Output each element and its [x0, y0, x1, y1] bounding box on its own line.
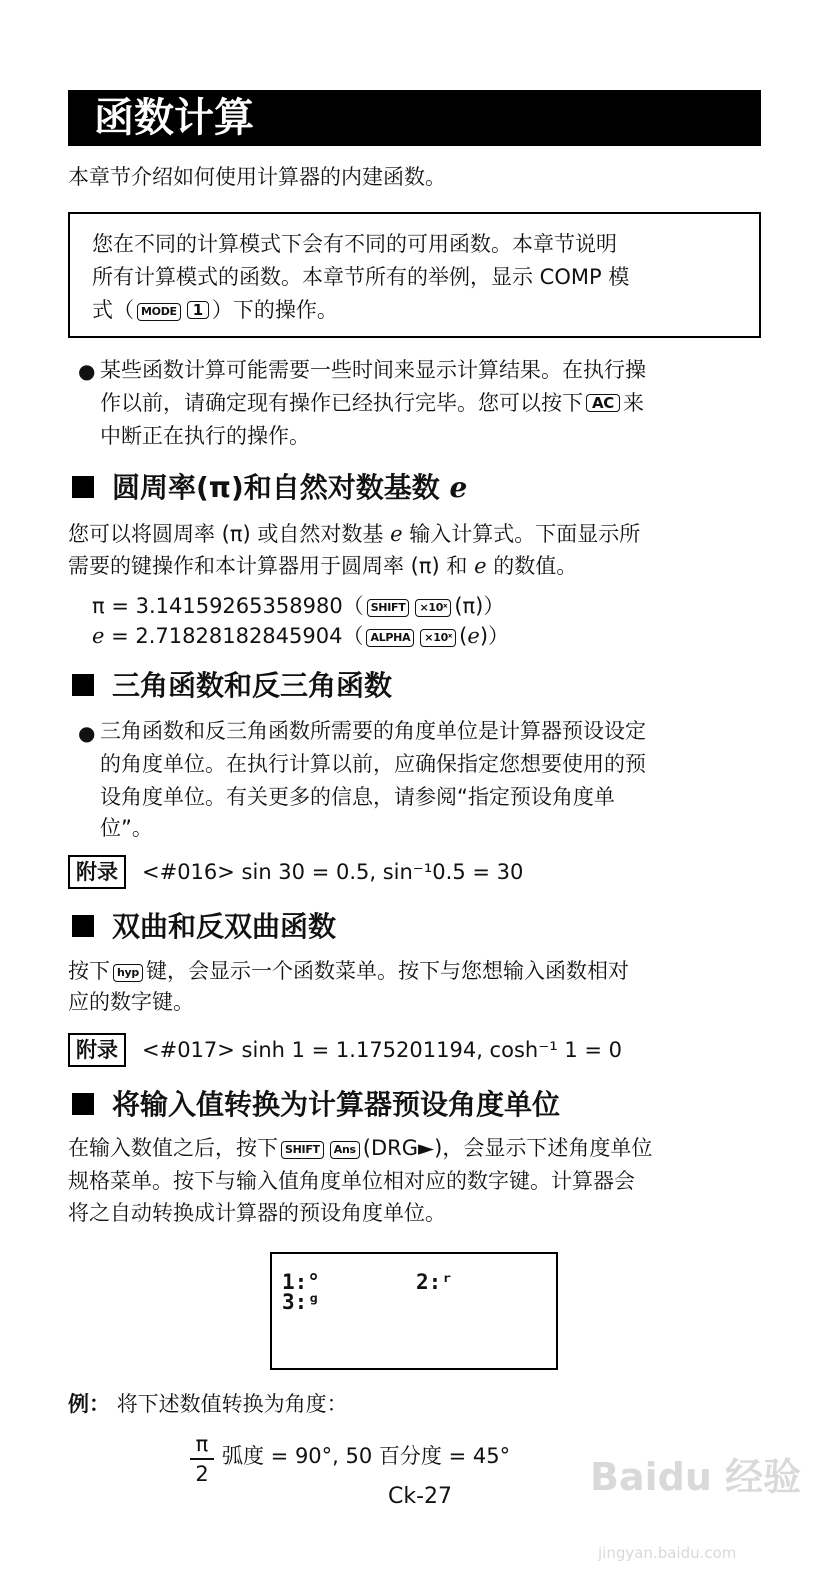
one-key: 1	[187, 301, 209, 319]
hyp-line-1: 按下 hyp 键，会显示一个函数菜单。按下与您想输入函数相对	[68, 959, 629, 983]
pi-e-para-line-2: 需要的键操作和本计算器用于圆周率 (π) 和 e 的数值。	[68, 554, 578, 578]
convert-line-1: 在输入数值之后，按下 SHIFT Ans (DRG►)，会显示下述角度单位	[68, 1136, 653, 1160]
note-line-3: 式（ MODE 1 ）下的操作。	[92, 298, 338, 322]
fraction-bar	[190, 1458, 214, 1460]
example-label: 例：	[68, 1392, 110, 1416]
hyp-appendix: 附录 <#017> sinh 1 = 1.175201194, cosh⁻¹ 1 = 0	[68, 1033, 622, 1067]
section-angle-convert-heading: 将输入值转换为计算器预设角度单位	[72, 1085, 560, 1125]
square-bullet-icon	[72, 915, 94, 937]
shift-key: SHIFT	[281, 1141, 324, 1159]
example-line: 例： 将下述数值转换为角度：	[68, 1392, 348, 1416]
bullet-icon: ●	[78, 721, 96, 745]
bullet1-line-1: 某些函数计算可能需要一些时间来显示计算结果。在执行操	[100, 358, 646, 382]
ac-key: AC	[586, 394, 620, 412]
appendix-label: 附录	[68, 855, 126, 889]
section-pi-e-heading: 圆周率(π)和自然对数基数 e	[72, 468, 467, 508]
square-bullet-icon	[72, 674, 94, 696]
hyp-key: hyp	[113, 964, 143, 982]
lcd-option-grad: 3:ᵍ	[282, 1290, 320, 1314]
intro-text: 本章节介绍如何使用计算器的内建函数。	[68, 165, 446, 189]
appendix-label: 附录	[68, 1033, 126, 1067]
trig-line-4: 位”。	[100, 816, 153, 840]
section-hyp-heading: 双曲和反双曲函数	[72, 907, 336, 947]
bullet-icon: ●	[78, 359, 96, 383]
note-line-2: 所有计算模式的函数。本章节所有的举例，显示 COMP 模	[92, 265, 630, 289]
watermark-logo: Baidu 经验	[590, 1455, 802, 1499]
trig-line-1: 三角函数和反三角函数所需要的角度单位是计算器预设设定	[100, 719, 646, 743]
bullet1-line-2: 作以前，请确定现有操作已经执行完毕。您可以按下 AC 来	[100, 391, 645, 415]
trig-line-3: 设角度单位。有关更多的信息，请参阅“指定预设角度单	[100, 785, 615, 809]
ans-key: Ans	[330, 1141, 360, 1159]
e-value-line: e = 2.71828182845904（ ALPHA ×10ˣ (e)）	[92, 624, 510, 648]
pi-value-line: π = 3.14159265358980（ SHIFT ×10ˣ (π)）	[92, 594, 505, 618]
mode-key: MODE	[137, 303, 181, 321]
x10-key: ×10ˣ	[420, 629, 456, 647]
example-result: 弧度 = 90°, 50 百分度 = 45°	[222, 1444, 511, 1468]
pi-e-para-line-1: 您可以将圆周率 (π) 或自然对数基 e 输入计算式。下面显示所	[68, 522, 641, 546]
convert-line-3: 将之自动转换成计算器的预设角度单位。	[68, 1201, 446, 1225]
section-trig-heading: 三角函数和反三角函数	[72, 666, 392, 706]
hyp-line-2: 应的数字键。	[68, 990, 194, 1014]
lcd-option-radian: 2:ʳ	[416, 1270, 454, 1294]
lcd-display	[270, 1252, 558, 1370]
x10-key: ×10ˣ	[415, 599, 451, 617]
convert-line-2: 规格菜单。按下与输入值角度单位相对应的数字键。计算器会	[68, 1169, 635, 1193]
trig-line-2: 的角度单位。在执行计算以前，应确保指定您想要使用的预	[100, 752, 646, 776]
page-title: 函数计算	[68, 90, 761, 146]
pi-over-2-fraction: π 2	[190, 1432, 214, 1486]
note-line-1: 您在不同的计算模式下会有不同的可用函数。本章节说明	[92, 232, 617, 256]
square-bullet-icon	[72, 1093, 94, 1115]
bullet1-line-3: 中断正在执行的操作。	[100, 424, 310, 448]
trig-appendix: 附录 <#016> sin 30 = 0.5, sin⁻¹0.5 = 30	[68, 855, 523, 889]
watermark-url: jingyan.baidu.com	[598, 1544, 737, 1562]
note-box	[68, 212, 761, 338]
page-number: Ck-27	[387, 1484, 453, 1509]
lcd-option-degree: 1:°	[282, 1270, 320, 1294]
shift-key: SHIFT	[367, 599, 410, 617]
square-bullet-icon	[72, 476, 94, 498]
alpha-key: ALPHA	[366, 629, 414, 647]
